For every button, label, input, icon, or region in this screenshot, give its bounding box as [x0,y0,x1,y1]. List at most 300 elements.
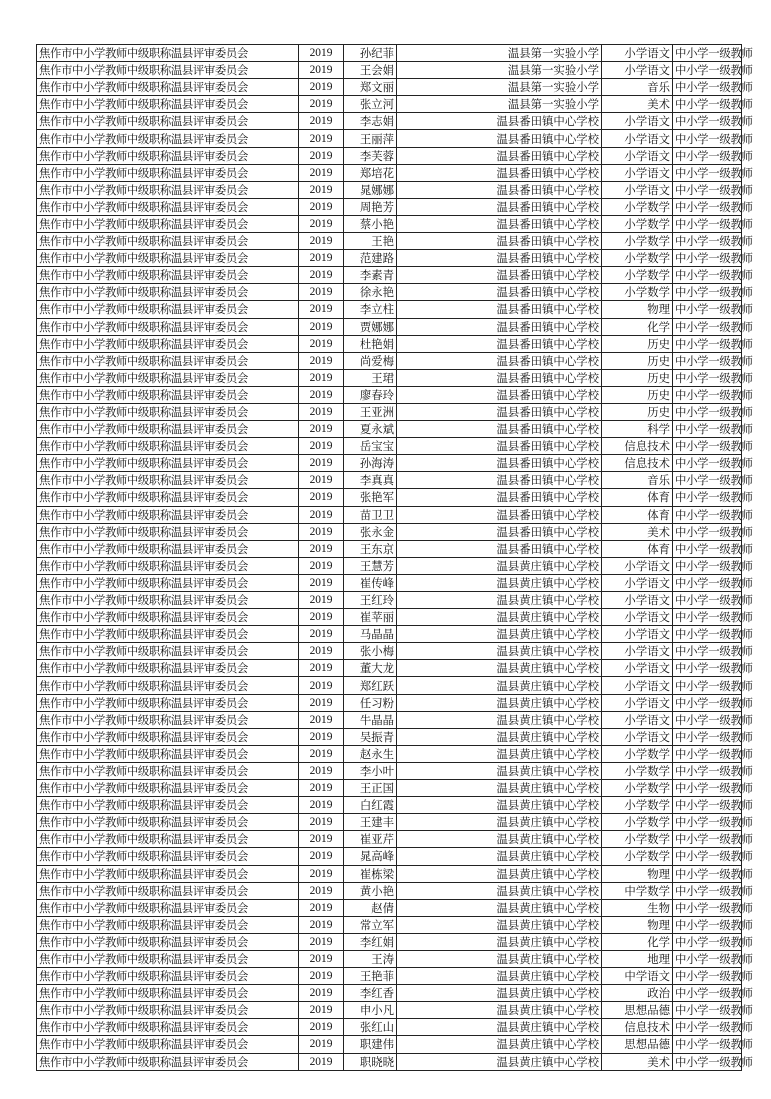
title-cell: 中小学一级教师 [673,574,742,591]
committee-cell: 焦作市中小学教师中级职称温县评审委员会 [37,968,299,985]
title-cell: 中小学一级教师 [673,215,742,232]
name-cell: 王艳菲 [344,968,397,985]
name-cell: 常立军 [344,916,397,933]
name-cell: 徐永艳 [344,284,397,301]
school-cell: 温县番田镇中心学校 [397,403,602,420]
subject-cell: 美术 [602,1053,673,1070]
name-cell: 白红霞 [344,797,397,814]
title-cell: 中小学一级教师 [673,933,742,950]
year-cell: 2019 [299,130,344,147]
title-cell: 中小学一级教师 [673,609,742,626]
title-cell: 中小学一级教师 [673,284,742,301]
committee-cell: 焦作市中小学教师中级职称温县评审委员会 [37,250,299,267]
name-cell: 王正国 [344,780,397,797]
name-cell: 任习粉 [344,694,397,711]
subject-cell: 化学 [602,318,673,335]
committee-cell: 焦作市中小学教师中级职称温县评审委员会 [37,814,299,831]
year-cell: 2019 [299,45,344,62]
committee-cell: 焦作市中小学教师中级职称温县评审委员会 [37,916,299,933]
year-cell: 2019 [299,164,344,181]
table-row [37,267,742,284]
subject-cell: 思想品德 [602,1036,673,1053]
table-row [37,899,742,916]
year-cell: 2019 [299,968,344,985]
title-cell: 中小学一级教师 [673,1053,742,1070]
year-cell: 2019 [299,694,344,711]
name-cell: 李素青 [344,267,397,284]
subject-cell: 体育 [602,506,673,523]
subject-cell: 小学语文 [602,626,673,643]
subject-cell: 小学数学 [602,848,673,865]
school-cell: 温县黄庄镇中心学校 [397,592,602,609]
name-cell: 孙纪菲 [344,45,397,62]
table-row [37,694,742,711]
title-cell: 中小学一级教师 [673,592,742,609]
title-cell: 中小学一级教师 [673,916,742,933]
subject-cell: 小学语文 [602,677,673,694]
subject-cell: 信息技术 [602,438,673,455]
subject-cell: 美术 [602,523,673,540]
name-cell: 范建路 [344,250,397,267]
year-cell: 2019 [299,865,344,882]
committee-cell: 焦作市中小学教师中级职称温县评审委员会 [37,1036,299,1053]
year-cell: 2019 [299,933,344,950]
committee-cell: 焦作市中小学教师中级职称温县评审委员会 [37,865,299,882]
name-cell: 张艳军 [344,489,397,506]
name-cell: 晁高峰 [344,848,397,865]
year-cell: 2019 [299,660,344,677]
school-cell: 温县黄庄镇中心学校 [397,985,602,1002]
committee-cell: 焦作市中小学教师中级职称温县评审委员会 [37,403,299,420]
table-row [37,455,742,472]
table-row [37,557,742,574]
title-cell: 中小学一级教师 [673,438,742,455]
name-cell: 牛晶晶 [344,711,397,728]
year-cell: 2019 [299,728,344,745]
school-cell: 温县黄庄镇中心学校 [397,848,602,865]
table-row [37,592,742,609]
name-cell: 孙海涛 [344,455,397,472]
committee-cell: 焦作市中小学教师中级职称温县评审委员会 [37,369,299,386]
committee-cell: 焦作市中小学教师中级职称温县评审委员会 [37,233,299,250]
subject-cell: 思想品德 [602,1002,673,1019]
school-cell: 温县第一实验小学 [397,45,602,62]
committee-cell: 焦作市中小学教师中级职称温县评审委员会 [37,45,299,62]
year-cell: 2019 [299,472,344,489]
committee-cell: 焦作市中小学教师中级职称温县评审委员会 [37,472,299,489]
name-cell: 郑红跃 [344,677,397,694]
roster-table [36,44,753,1071]
year-cell: 2019 [299,557,344,574]
name-cell: 崔亚芹 [344,831,397,848]
subject-cell: 中学语文 [602,968,673,985]
year-cell: 2019 [299,147,344,164]
name-cell: 李真真 [344,472,397,489]
title-cell: 中小学一级教师 [673,523,742,540]
table-row [37,643,742,660]
year-cell: 2019 [299,780,344,797]
table-row [37,814,742,831]
year-cell: 2019 [299,267,344,284]
title-cell: 中小学一级教师 [673,147,742,164]
subject-cell: 小学数学 [602,780,673,797]
table-row [37,609,742,626]
subject-cell: 小学语文 [602,45,673,62]
year-cell: 2019 [299,677,344,694]
school-cell: 温县黄庄镇中心学校 [397,831,602,848]
name-cell: 王珺 [344,369,397,386]
table-row [37,848,742,865]
title-cell: 中小学一级教师 [673,865,742,882]
title-cell: 中小学一级教师 [673,335,742,352]
name-cell: 王建丰 [344,814,397,831]
subject-cell: 小学语文 [602,592,673,609]
school-cell: 温县番田镇中心学校 [397,318,602,335]
subject-cell: 体育 [602,540,673,557]
subject-cell: 小学语文 [602,181,673,198]
table-row [37,369,742,386]
school-cell: 温县黄庄镇中心学校 [397,865,602,882]
committee-cell: 焦作市中小学教师中级职称温县评审委员会 [37,506,299,523]
school-cell: 温县番田镇中心学校 [397,147,602,164]
subject-cell: 信息技术 [602,1019,673,1036]
subject-cell: 小学语文 [602,62,673,79]
subject-cell: 小学语文 [602,694,673,711]
name-cell: 王红玲 [344,592,397,609]
table-row [37,1019,742,1036]
committee-cell: 焦作市中小学教师中级职称温县评审委员会 [37,933,299,950]
school-cell: 温县番田镇中心学校 [397,301,602,318]
year-cell: 2019 [299,369,344,386]
committee-cell: 焦作市中小学教师中级职称温县评审委员会 [37,762,299,779]
committee-cell: 焦作市中小学教师中级职称温县评审委员会 [37,1002,299,1019]
name-cell: 夏永斌 [344,421,397,438]
title-cell: 中小学一级教师 [673,728,742,745]
table-row [37,506,742,523]
name-cell: 岳宝宝 [344,438,397,455]
school-cell: 温县番田镇中心学校 [397,250,602,267]
table-row [37,301,742,318]
committee-cell: 焦作市中小学教师中级职称温县评审委员会 [37,660,299,677]
name-cell: 蔡小艳 [344,215,397,232]
title-cell: 中小学一级教师 [673,181,742,198]
year-cell: 2019 [299,489,344,506]
title-cell: 中小学一级教师 [673,250,742,267]
subject-cell: 历史 [602,403,673,420]
school-cell: 温县番田镇中心学校 [397,540,602,557]
year-cell: 2019 [299,916,344,933]
subject-cell: 小学语文 [602,164,673,181]
school-cell: 温县番田镇中心学校 [397,386,602,403]
committee-cell: 焦作市中小学教师中级职称温县评审委员会 [37,831,299,848]
year-cell: 2019 [299,250,344,267]
year-cell: 2019 [299,335,344,352]
subject-cell: 体育 [602,489,673,506]
name-cell: 杜艳娟 [344,335,397,352]
table-row [37,62,742,79]
name-cell: 王慧芳 [344,557,397,574]
year-cell: 2019 [299,215,344,232]
school-cell: 温县黄庄镇中心学校 [397,694,602,711]
name-cell: 张小梅 [344,643,397,660]
name-cell: 周艳芳 [344,198,397,215]
title-cell: 中小学一级教师 [673,267,742,284]
committee-cell: 焦作市中小学教师中级职称温县评审委员会 [37,335,299,352]
year-cell: 2019 [299,643,344,660]
name-cell: 张永金 [344,523,397,540]
school-cell: 温县黄庄镇中心学校 [397,711,602,728]
title-cell: 中小学一级教师 [673,968,742,985]
school-cell: 温县黄庄镇中心学校 [397,899,602,916]
title-cell: 中小学一级教师 [673,318,742,335]
name-cell: 苗卫卫 [344,506,397,523]
table-row [37,762,742,779]
table-row [37,780,742,797]
table-row [37,79,742,96]
title-cell: 中小学一级教师 [673,557,742,574]
table-row [37,882,742,899]
year-cell: 2019 [299,814,344,831]
subject-cell: 历史 [602,386,673,403]
table-row [37,215,742,232]
year-cell: 2019 [299,762,344,779]
title-cell: 中小学一级教师 [673,711,742,728]
name-cell: 王会娟 [344,62,397,79]
subject-cell: 音乐 [602,472,673,489]
subject-cell: 政治 [602,985,673,1002]
table-row [37,728,742,745]
subject-cell: 小学语文 [602,728,673,745]
school-cell: 温县黄庄镇中心学校 [397,728,602,745]
subject-cell: 中学数学 [602,882,673,899]
year-cell: 2019 [299,950,344,967]
title-cell: 中小学一级教师 [673,848,742,865]
subject-cell: 小学数学 [602,233,673,250]
subject-cell: 小学数学 [602,267,673,284]
title-cell: 中小学一级教师 [673,1036,742,1053]
title-cell: 中小学一级教师 [673,455,742,472]
school-cell: 温县第一实验小学 [397,62,602,79]
year-cell: 2019 [299,1019,344,1036]
name-cell: 黄小艳 [344,882,397,899]
committee-cell: 焦作市中小学教师中级职称温县评审委员会 [37,284,299,301]
title-cell: 中小学一级教师 [673,369,742,386]
committee-cell: 焦作市中小学教师中级职称温县评审委员会 [37,540,299,557]
school-cell: 温县黄庄镇中心学校 [397,1036,602,1053]
subject-cell: 美术 [602,96,673,113]
school-cell: 温县黄庄镇中心学校 [397,745,602,762]
year-cell: 2019 [299,797,344,814]
committee-cell: 焦作市中小学教师中级职称温县评审委员会 [37,79,299,96]
table-row [37,421,742,438]
committee-cell: 焦作市中小学教师中级职称温县评审委员会 [37,882,299,899]
table-row [37,574,742,591]
subject-cell: 物理 [602,865,673,882]
year-cell: 2019 [299,284,344,301]
name-cell: 贾娜娜 [344,318,397,335]
school-cell: 温县番田镇中心学校 [397,233,602,250]
subject-cell: 小学语文 [602,130,673,147]
roster-table-body [37,45,753,1071]
title-cell: 中小学一级教师 [673,831,742,848]
title-cell: 中小学一级教师 [673,540,742,557]
table-row [37,181,742,198]
year-cell: 2019 [299,626,344,643]
committee-cell: 焦作市中小学教师中级职称温县评审委员会 [37,677,299,694]
year-cell: 2019 [299,899,344,916]
committee-cell: 焦作市中小学教师中级职称温县评审委员会 [37,62,299,79]
name-cell: 李芙蓉 [344,147,397,164]
table-row [37,711,742,728]
table-row [37,164,742,181]
subject-cell: 地理 [602,950,673,967]
committee-cell: 焦作市中小学教师中级职称温县评审委员会 [37,96,299,113]
school-cell: 温县番田镇中心学校 [397,284,602,301]
name-cell: 尚爱梅 [344,352,397,369]
committee-cell: 焦作市中小学教师中级职称温县评审委员会 [37,574,299,591]
committee-cell: 焦作市中小学教师中级职称温县评审委员会 [37,1019,299,1036]
year-cell: 2019 [299,352,344,369]
school-cell: 温县黄庄镇中心学校 [397,574,602,591]
school-cell: 温县黄庄镇中心学校 [397,1002,602,1019]
committee-cell: 焦作市中小学教师中级职称温县评审委员会 [37,147,299,164]
subject-cell: 小学语文 [602,113,673,130]
title-cell: 中小学一级教师 [673,233,742,250]
name-cell: 王亚洲 [344,403,397,420]
school-cell: 温县番田镇中心学校 [397,421,602,438]
committee-cell: 焦作市中小学教师中级职称温县评审委员会 [37,489,299,506]
name-cell: 职晓晓 [344,1053,397,1070]
table-row [37,540,742,557]
school-cell: 温县番田镇中心学校 [397,472,602,489]
year-cell: 2019 [299,181,344,198]
committee-cell: 焦作市中小学教师中级职称温县评审委员会 [37,780,299,797]
school-cell: 温县番田镇中心学校 [397,489,602,506]
table-row [37,1053,742,1070]
school-cell: 温县番田镇中心学校 [397,130,602,147]
title-cell: 中小学一级教师 [673,780,742,797]
title-cell: 中小学一级教师 [673,96,742,113]
school-cell: 温县番田镇中心学校 [397,335,602,352]
table-row [37,1002,742,1019]
title-cell: 中小学一级教师 [673,626,742,643]
school-cell: 温县第一实验小学 [397,96,602,113]
school-cell: 温县黄庄镇中心学校 [397,626,602,643]
committee-cell: 焦作市中小学教师中级职称温县评审委员会 [37,797,299,814]
table-row [37,489,742,506]
subject-cell: 小学数学 [602,745,673,762]
committee-cell: 焦作市中小学教师中级职称温县评审委员会 [37,130,299,147]
table-row [37,96,742,113]
committee-cell: 焦作市中小学教师中级职称温县评审委员会 [37,198,299,215]
committee-cell: 焦作市中小学教师中级职称温县评审委员会 [37,745,299,762]
table-row [37,147,742,164]
year-cell: 2019 [299,609,344,626]
subject-cell: 历史 [602,335,673,352]
committee-cell: 焦作市中小学教师中级职称温县评审委员会 [37,899,299,916]
title-cell: 中小学一级教师 [673,403,742,420]
table-row [37,660,742,677]
table-row [37,386,742,403]
committee-cell: 焦作市中小学教师中级职称温县评审委员会 [37,215,299,232]
title-cell: 中小学一级教师 [673,762,742,779]
school-cell: 温县番田镇中心学校 [397,267,602,284]
school-cell: 温县番田镇中心学校 [397,181,602,198]
subject-cell: 小学数学 [602,814,673,831]
name-cell: 吴振青 [344,728,397,745]
school-cell: 温县黄庄镇中心学校 [397,643,602,660]
name-cell: 李立柱 [344,301,397,318]
table-row [37,677,742,694]
school-cell: 温县黄庄镇中心学校 [397,762,602,779]
table-row [37,797,742,814]
table-row [37,985,742,1002]
title-cell: 中小学一级教师 [673,899,742,916]
year-cell: 2019 [299,831,344,848]
subject-cell: 小学数学 [602,831,673,848]
name-cell: 董大龙 [344,660,397,677]
committee-cell: 焦作市中小学教师中级职称温县评审委员会 [37,643,299,660]
committee-cell: 焦作市中小学教师中级职称温县评审委员会 [37,438,299,455]
name-cell: 李小叶 [344,762,397,779]
table-row [37,352,742,369]
table-row [37,745,742,762]
title-cell: 中小学一级教师 [673,985,742,1002]
title-cell: 中小学一级教师 [673,1019,742,1036]
title-cell: 中小学一级教师 [673,45,742,62]
school-cell: 温县黄庄镇中心学校 [397,609,602,626]
title-cell: 中小学一级教师 [673,643,742,660]
title-cell: 中小学一级教师 [673,660,742,677]
name-cell: 李红娟 [344,933,397,950]
committee-cell: 焦作市中小学教师中级职称温县评审委员会 [37,557,299,574]
title-cell: 中小学一级教师 [673,745,742,762]
year-cell: 2019 [299,421,344,438]
committee-cell: 焦作市中小学教师中级职称温县评审委员会 [37,609,299,626]
table-row [37,403,742,420]
school-cell: 温县黄庄镇中心学校 [397,677,602,694]
committee-cell: 焦作市中小学教师中级职称温县评审委员会 [37,950,299,967]
subject-cell: 小学语文 [602,609,673,626]
name-cell: 崔栋梁 [344,865,397,882]
table-row [37,865,742,882]
year-cell: 2019 [299,745,344,762]
committee-cell: 焦作市中小学教师中级职称温县评审委员会 [37,711,299,728]
title-cell: 中小学一级教师 [673,130,742,147]
year-cell: 2019 [299,438,344,455]
name-cell: 王涛 [344,950,397,967]
name-cell: 崔传峰 [344,574,397,591]
school-cell: 温县番田镇中心学校 [397,113,602,130]
name-cell: 李红香 [344,985,397,1002]
title-cell: 中小学一级教师 [673,352,742,369]
subject-cell: 小学数学 [602,198,673,215]
committee-cell: 焦作市中小学教师中级职称温县评审委员会 [37,592,299,609]
subject-cell: 小学语文 [602,557,673,574]
year-cell: 2019 [299,233,344,250]
school-cell: 温县黄庄镇中心学校 [397,933,602,950]
year-cell: 2019 [299,62,344,79]
school-cell: 温县黄庄镇中心学校 [397,557,602,574]
school-cell: 温县黄庄镇中心学校 [397,780,602,797]
year-cell: 2019 [299,113,344,130]
year-cell: 2019 [299,1002,344,1019]
committee-cell: 焦作市中小学教师中级职称温县评审委员会 [37,848,299,865]
subject-cell: 信息技术 [602,455,673,472]
table-row [37,233,742,250]
committee-cell: 焦作市中小学教师中级职称温县评审委员会 [37,985,299,1002]
year-cell: 2019 [299,318,344,335]
